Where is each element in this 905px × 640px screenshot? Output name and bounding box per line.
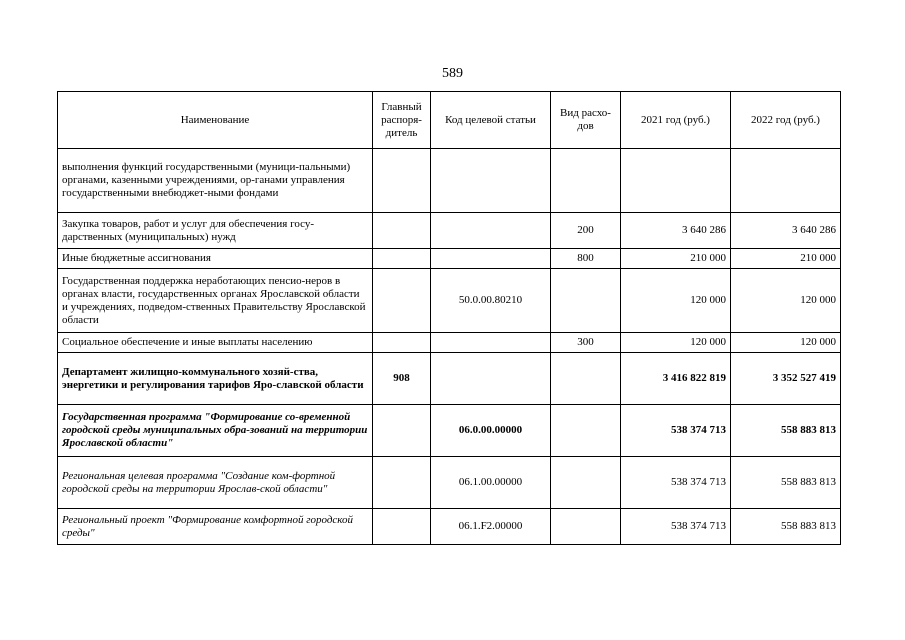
table-row	[58, 333, 841, 353]
page-number: 589	[442, 66, 463, 81]
table-row	[58, 353, 841, 405]
table-row	[58, 405, 841, 457]
row-2022: 120 000	[731, 269, 841, 333]
table-row	[58, 509, 841, 545]
row-name: Иные бюджетные ассигнования	[58, 249, 373, 269]
table-row	[58, 269, 841, 333]
row-name: выполнения функций государственными (муници-пальными) органами, казенными учреждениями, ор-ганами управления государственными внебюджет-ными фондами	[58, 149, 373, 213]
row-code	[431, 353, 551, 405]
row-code	[431, 333, 551, 353]
header-expense-type: Вид расхо-дов	[551, 92, 621, 149]
row-type	[551, 457, 621, 509]
row-code: 50.0.00.80210	[431, 269, 551, 333]
row-manager: 908	[373, 353, 431, 405]
row-name: Государственная поддержка неработающих пенсио-неров в органах власти, государственных органах Ярославской области и учреждениях, подведом-ственных Правительству Ярославской области	[58, 269, 373, 333]
row-manager	[373, 249, 431, 269]
row-2021: 210 000	[621, 249, 731, 269]
header-target-code: Код целевой статьи	[431, 92, 551, 149]
row-type: 200	[551, 213, 621, 249]
row-code: 06.1.F2.00000	[431, 509, 551, 545]
row-manager	[373, 405, 431, 457]
row-2022: 558 883 813	[731, 509, 841, 545]
row-manager	[373, 457, 431, 509]
row-type	[551, 149, 621, 213]
header-manager: Главный распоря-дитель	[373, 92, 431, 149]
row-type	[551, 269, 621, 333]
row-name: Региональный проект "Формирование комфортной городской среды"	[58, 509, 373, 545]
budget-table	[57, 91, 841, 545]
row-type	[551, 405, 621, 457]
row-manager	[373, 149, 431, 213]
row-2022: 210 000	[731, 249, 841, 269]
row-2022: 558 883 813	[731, 457, 841, 509]
row-code	[431, 213, 551, 249]
row-manager	[373, 213, 431, 249]
row-type	[551, 509, 621, 545]
row-2022: 558 883 813	[731, 405, 841, 457]
row-2021: 538 374 713	[621, 509, 731, 545]
table-row	[58, 149, 841, 213]
row-manager	[373, 333, 431, 353]
table-header-row	[58, 92, 841, 149]
row-code	[431, 249, 551, 269]
row-code	[431, 149, 551, 213]
row-2021	[621, 149, 731, 213]
table-row	[58, 249, 841, 269]
row-2021: 538 374 713	[621, 405, 731, 457]
row-type: 800	[551, 249, 621, 269]
row-2021: 120 000	[621, 333, 731, 353]
table-row	[58, 213, 841, 249]
row-name: Социальное обеспечение и иные выплаты населению	[58, 333, 373, 353]
row-code: 06.0.00.00000	[431, 405, 551, 457]
row-2021: 3 640 286	[621, 213, 731, 249]
row-2021: 3 416 822 819	[621, 353, 731, 405]
row-manager	[373, 269, 431, 333]
row-type: 300	[551, 333, 621, 353]
row-2022	[731, 149, 841, 213]
row-name: Закупка товаров, работ и услуг для обеспечения госу-дарственных (муниципальных) нужд	[58, 213, 373, 249]
row-2022: 120 000	[731, 333, 841, 353]
header-2022: 2022 год (руб.)	[731, 92, 841, 149]
header-name: Наименование	[58, 92, 373, 149]
row-2021: 538 374 713	[621, 457, 731, 509]
row-2021: 120 000	[621, 269, 731, 333]
row-name: Региональная целевая программа "Создание ком-фортной городской среды на территории Ярослав-ской области"	[58, 457, 373, 509]
row-code: 06.1.00.00000	[431, 457, 551, 509]
row-name: Государственная программа "Формирование со-временной городской среды муниципальных обра-зований на территории Ярославской области"	[58, 405, 373, 457]
row-2022: 3 352 527 419	[731, 353, 841, 405]
row-type	[551, 353, 621, 405]
row-name: Департамент жилищно-коммунального хозяй-ства, энергетики и регулирования тарифов Яро-славской области	[58, 353, 373, 405]
row-manager	[373, 509, 431, 545]
row-2022: 3 640 286	[731, 213, 841, 249]
header-2021: 2021 год (руб.)	[621, 92, 731, 149]
table-row	[58, 457, 841, 509]
